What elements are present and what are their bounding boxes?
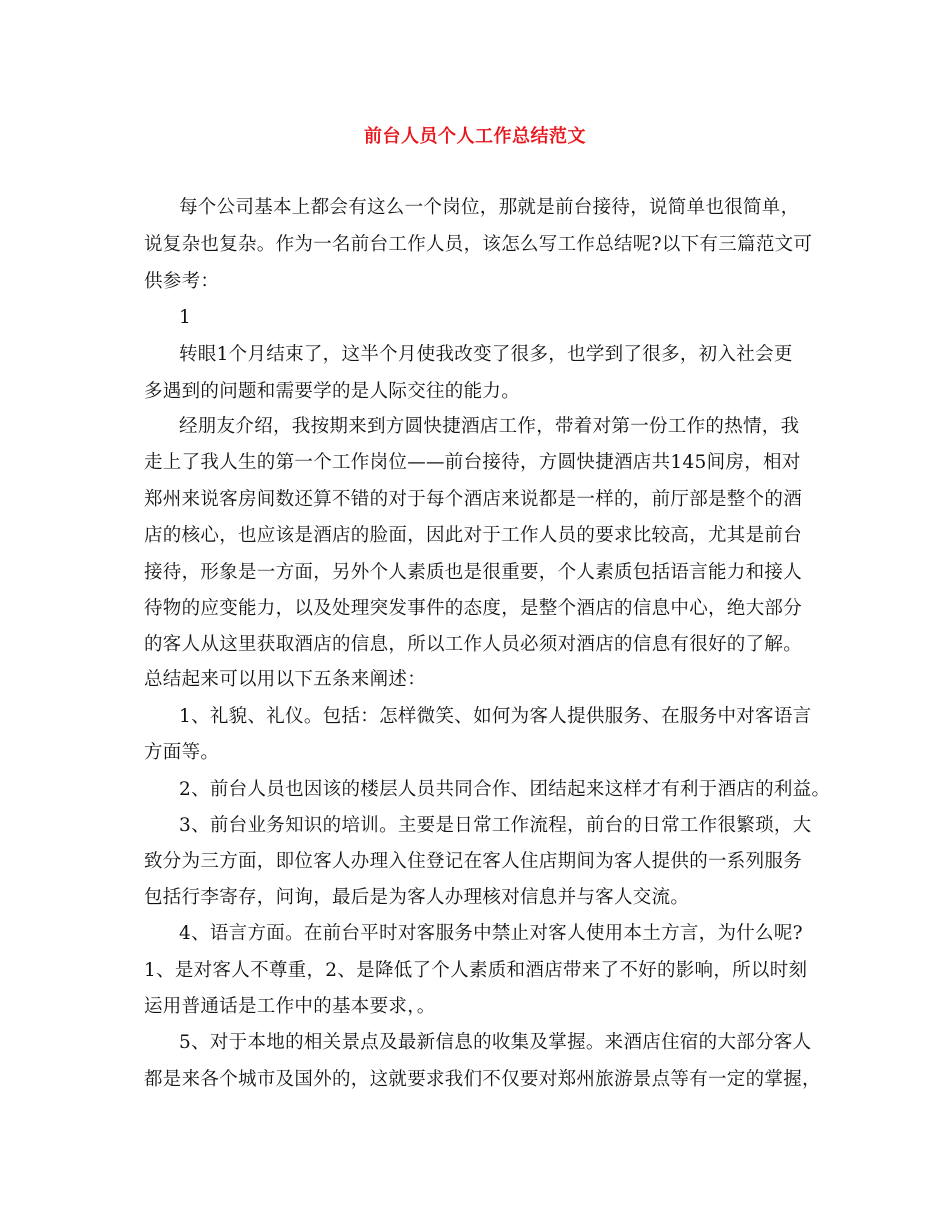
- list-item-line: 2、前台人员也因该的楼层人员共同合作、团结起来这样才有利于酒店的利益。: [179, 779, 831, 800]
- paragraph-line: 转眼1个月结束了，这半个月使我改变了很多，也学到了很多，初入社会更: [179, 344, 793, 365]
- paragraph-line: 供参考：: [144, 271, 220, 292]
- list-item-line: 致分为三方面，即位客人办理入住登记在客人住店期间为客人提供的一系列服务: [144, 851, 803, 872]
- paragraph-line: 每个公司基本上都会有这么一个岗位，那就是前台接待，说简单也很简单，: [179, 197, 800, 218]
- paragraph-line: 走上了我人生的第一个工作岗位——前台接待，方圆快捷酒店共145间房，相对: [144, 452, 801, 473]
- list-item-line: 都是来各个城市及国外的，这就要求我们不仅要对郑州旅游景点等有一定的掌握，: [144, 1069, 821, 1090]
- paragraph-line: 总结起来可以用以下五条来阐述：: [144, 669, 427, 690]
- list-item-line: 运用普通话是工作中的基本要求，。: [144, 996, 436, 1017]
- paragraph-line: 的客人从这里获取酒店的信息，所以工作人员必须对酒店的信息有很好的了解。: [144, 634, 803, 655]
- list-item-line: 4、语言方面。在前台平时对客服务中禁止对客人使用本土方言，为什么呢?: [179, 923, 803, 944]
- paragraph-line: 说复杂也复杂。作为一名前台工作人员，该怎么写工作总结呢?以下有三篇范文可: [144, 234, 813, 255]
- list-item-line: 方面等。: [144, 742, 220, 763]
- list-item-line: 1、礼貌、礼仪。包括：怎样微笑、如何为客人提供服务、在服务中对客语言: [179, 706, 812, 727]
- paragraph-line: 待物的应变能力，以及处理突发事件的态度，是整个酒店的信息中心，绝大部分: [144, 598, 803, 619]
- paragraph-line: 郑州来说客房间数还算不错的对于每个酒店来说都是一样的，前厅部是整个的酒: [144, 489, 803, 510]
- paragraph-line: 接待，形象是一方面，另外个人素质也是很重要，个人素质包括语言能力和接人: [144, 562, 803, 583]
- list-item-line: 1、是对客人不尊重，2、是降低了个人素质和酒店带来了不好的影响，所以时刻: [144, 960, 808, 981]
- list-item-line: 5、对于本地的相关景点及最新信息的收集及掌握。来酒店住宿的大部分客人: [179, 1032, 812, 1053]
- list-item-line: 3、前台业务知识的培训。主要是日常工作流程，前台的日常工作很繁琐，大: [179, 815, 812, 836]
- paragraph-line: 经朋友介绍，我按期来到方圆快捷酒店工作，带着对第一份工作的热情，我: [179, 416, 800, 437]
- paragraph-line: 店的核心，也应该是酒店的脸面，因此对于工作人员的要求比较高，尤其是前台: [144, 525, 803, 546]
- document-title: 前台人员个人工作总结范文: [364, 126, 586, 147]
- section-number: 1: [179, 307, 192, 328]
- paragraph-line: 多遇到的问题和需要学的是人际交往的能力。: [144, 381, 521, 402]
- list-item-line: 包括行李寄存，问询，最后是为客人办理核对信息并与客人交流。: [144, 887, 690, 908]
